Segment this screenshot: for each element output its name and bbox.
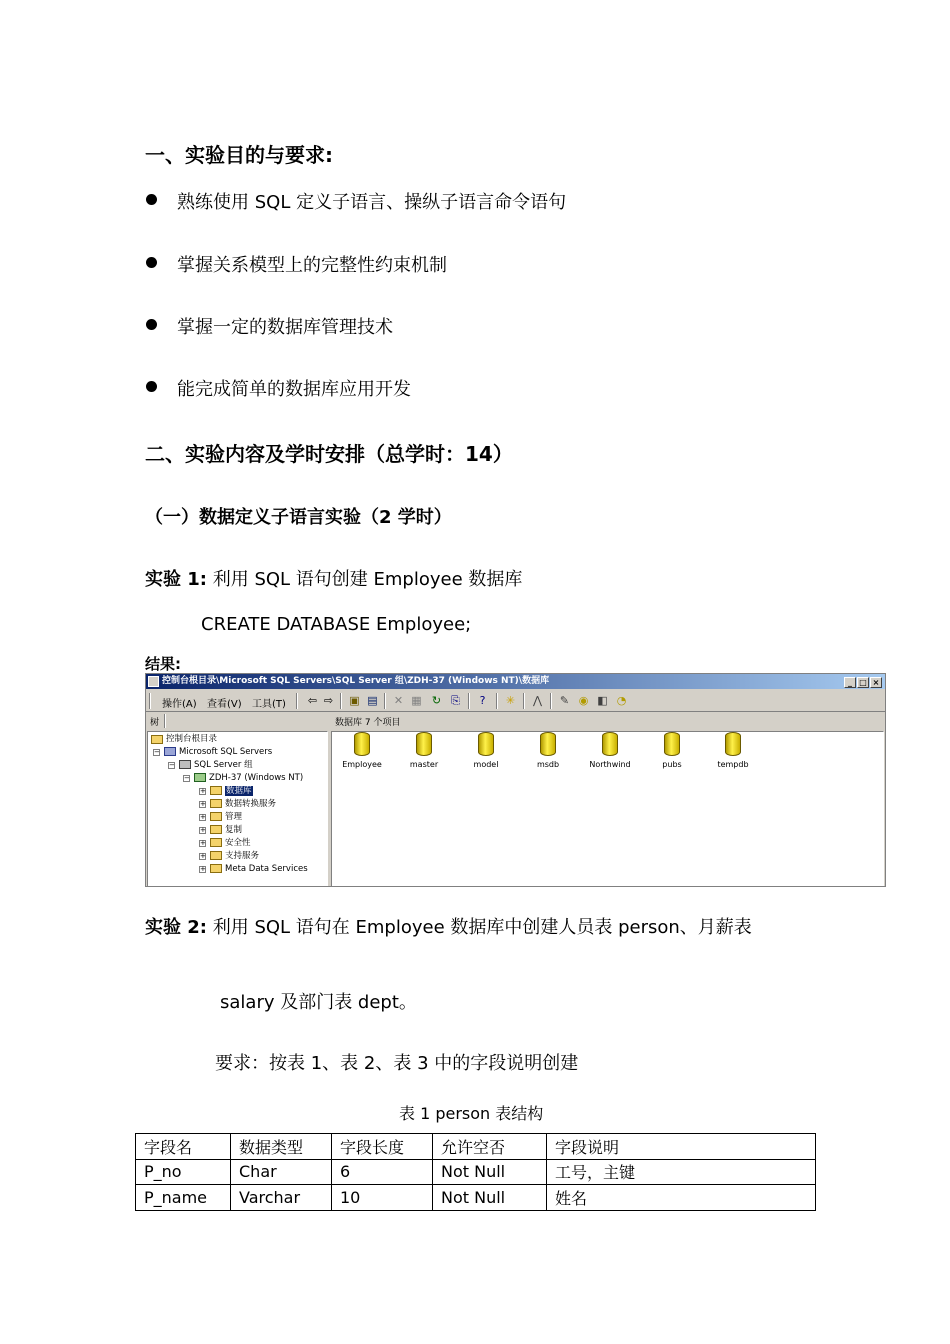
- table-header-cell: 数据类型: [231, 1134, 332, 1160]
- maximize-icon[interactable]: □: [857, 677, 869, 688]
- database-icon: [602, 732, 618, 756]
- database-item[interactable]: [332, 732, 392, 769]
- bullet-item: 能完成简单的数据库应用开发: [177, 379, 411, 400]
- database-item[interactable]: [518, 732, 578, 769]
- bullet-item: 掌握关系模型上的完整性约束机制: [177, 255, 447, 276]
- table-header-cell: 字段名: [136, 1134, 231, 1160]
- folder-icon: [210, 799, 222, 808]
- database-item[interactable]: [580, 732, 640, 769]
- exp1-line: [145, 565, 522, 591]
- table-cell: 6: [332, 1159, 433, 1185]
- database-label: model: [473, 760, 499, 769]
- bullet-item: 掌握一定的数据库管理技术: [177, 317, 393, 338]
- help-icon[interactable]: ?: [479, 694, 486, 707]
- table-header-cell: 允许空否: [433, 1134, 547, 1160]
- tree-item-server[interactable]: ZDH-37 (Windows NT): [209, 773, 304, 783]
- up-folder-icon[interactable]: ▣: [349, 694, 360, 707]
- table1-caption: 表 1 person 表结构: [399, 1104, 544, 1123]
- tree-item-meta-data-services[interactable]: Meta Data Services: [225, 864, 308, 874]
- properties-icon[interactable]: ▦: [411, 694, 422, 707]
- toolbar-separator: [468, 693, 470, 709]
- toolbar-separator: [164, 714, 166, 728]
- bullet-icon: [146, 319, 157, 330]
- server-group-icon: [164, 747, 176, 756]
- show-tree-icon[interactable]: ▤: [367, 694, 378, 707]
- tree-item-sql-server-group[interactable]: SQL Server 组: [194, 760, 253, 770]
- selected-label: 数据库: [226, 786, 252, 796]
- toolbar-separator: [496, 693, 498, 709]
- folder-icon: [210, 825, 222, 834]
- database-item[interactable]: [394, 732, 454, 769]
- tree-item-replication[interactable]: 复制: [225, 825, 243, 835]
- table-cell: 工号，主键: [547, 1159, 816, 1185]
- collapse-icon[interactable]: −: [169, 761, 175, 769]
- exp2-text-continued: salary 及部门表 dept。: [220, 992, 417, 1013]
- exp1-label: 实验 1:: [145, 569, 207, 590]
- bullet-icon: [146, 194, 157, 205]
- table-row: [136, 1185, 816, 1211]
- exp1-text: 利用 SQL 语句创建 Employee 数据库: [212, 569, 523, 590]
- database-item[interactable]: [703, 732, 763, 769]
- bullet-item: 熟练使用 SQL 定义子语言、操纵子语言命令语句: [177, 192, 567, 213]
- person-structure-table: [135, 1133, 816, 1211]
- new-database-icon[interactable]: ◉: [578, 694, 589, 707]
- expand-icon[interactable]: +: [200, 852, 206, 860]
- toolbar-separator: [340, 693, 342, 709]
- tree-item-databases[interactable]: [225, 785, 253, 797]
- folder-icon: [210, 864, 222, 873]
- tree-item-security[interactable]: 安全性: [225, 838, 251, 848]
- folder-icon: [210, 786, 222, 795]
- toolbar-grip: [149, 693, 151, 709]
- folder-icon: [210, 812, 222, 821]
- server-icon: [179, 760, 191, 769]
- folder-icon: [151, 735, 163, 744]
- database-item[interactable]: [642, 732, 702, 769]
- tree-item-management[interactable]: 管理: [225, 812, 243, 822]
- forward-arrow-icon[interactable]: ⇨: [323, 694, 334, 707]
- exp2-label: 实验 2:: [145, 917, 207, 938]
- toolbar-separator: [296, 693, 298, 709]
- expand-icon[interactable]: +: [200, 800, 206, 808]
- expand-icon[interactable]: +: [200, 813, 206, 821]
- close-icon[interactable]: ×: [870, 677, 882, 688]
- table-header-row: [136, 1134, 816, 1160]
- tree-item-support-services[interactable]: 支持服务: [225, 851, 260, 861]
- table-cell: Not Null: [433, 1159, 547, 1185]
- export-list-icon[interactable]: ⎘: [451, 694, 460, 707]
- database-icon: [725, 732, 741, 756]
- enterprise-manager-screenshot: [145, 673, 886, 887]
- database-label: msdb: [536, 760, 560, 769]
- expand-icon[interactable]: +: [200, 865, 206, 873]
- tree-item-root[interactable]: 控制台根目录: [166, 734, 218, 744]
- wizard-icon[interactable]: ✳: [505, 694, 516, 707]
- tree-item-ms-sql-servers[interactable]: Microsoft SQL Servers: [179, 747, 273, 757]
- expand-icon[interactable]: +: [200, 839, 206, 847]
- menu-tools[interactable]: 工具(T): [252, 699, 286, 710]
- exp1-code: CREATE DATABASE Employee;: [201, 614, 472, 635]
- section1-heading: 一、实验目的与要求:: [145, 143, 333, 167]
- table-cell: Not Null: [433, 1185, 547, 1211]
- collapse-icon[interactable]: −: [184, 774, 190, 782]
- database-label: Northwind: [589, 760, 631, 769]
- toolbar: [146, 690, 885, 712]
- window-title: 控制台根目录\Microsoft SQL Servers\SQL Server 组\ZDH-37 (Windows NT)\数据库: [162, 676, 550, 686]
- right-pane-header: 数据库 7 个项目: [335, 718, 401, 728]
- tree-tab[interactable]: 树: [150, 718, 160, 728]
- app-icon: [148, 676, 159, 687]
- exp2-line: [145, 913, 752, 939]
- table-header-cell: 字段长度: [332, 1134, 433, 1160]
- new-login-icon[interactable]: ✎: [559, 694, 570, 707]
- table-cell: P_name: [136, 1185, 231, 1211]
- database-icon: [416, 732, 432, 756]
- table-cell: 姓名: [547, 1185, 816, 1211]
- database-icon: [664, 732, 680, 756]
- database-label: Employee: [342, 760, 382, 769]
- database-icon: [540, 732, 556, 756]
- collapse-icon[interactable]: −: [154, 748, 160, 756]
- database-icon: [478, 732, 494, 756]
- section2-heading: 二、实验内容及学时安排（总学时：14）: [145, 442, 513, 466]
- exp2-requirement: 要求：按表 1、表 2、表 3 中的字段说明创建: [215, 1053, 579, 1074]
- exp2-text: 利用 SQL 语句在 Employee 数据库中创建人员表 person、月薪表: [212, 917, 752, 938]
- server-running-icon: [194, 773, 206, 782]
- section2-subheading: （一）数据定义子语言实验（2 学时）: [145, 507, 452, 528]
- window-controls: [843, 676, 882, 687]
- table-header-cell: 字段说明: [547, 1134, 816, 1160]
- database-label: pubs: [662, 760, 682, 769]
- database-icon: [354, 732, 370, 756]
- bullet-icon: [146, 381, 157, 392]
- table-cell: Char: [231, 1159, 332, 1185]
- folder-icon: [210, 851, 222, 860]
- delete-icon[interactable]: ✕: [393, 694, 404, 707]
- table-row: [136, 1159, 816, 1185]
- pane-header-bar: [146, 713, 885, 730]
- result-label: 结果:: [145, 655, 181, 673]
- toolbar-separator: [523, 693, 525, 709]
- folder-icon: [210, 838, 222, 847]
- schedule-icon[interactable]: ◔: [616, 694, 627, 707]
- table-cell: Varchar: [231, 1185, 332, 1211]
- menu-action[interactable]: 操作(A): [162, 699, 197, 710]
- bullet-icon: [146, 257, 157, 268]
- toolbar-separator: [550, 693, 552, 709]
- tree-item-dts[interactable]: 数据转换服务: [225, 799, 277, 809]
- menu-view[interactable]: 查看(V): [207, 699, 242, 710]
- minimize-icon[interactable]: _: [844, 677, 856, 688]
- refresh-icon[interactable]: ↻: [431, 694, 442, 707]
- run-query-icon[interactable]: ◧: [597, 694, 608, 707]
- expand-icon[interactable]: +: [200, 787, 206, 795]
- database-item[interactable]: [456, 732, 516, 769]
- back-arrow-icon[interactable]: ⇦: [307, 694, 318, 707]
- database-label: tempdb: [717, 760, 749, 769]
- network-icon[interactable]: ⋀: [532, 694, 543, 707]
- database-label: master: [409, 760, 439, 769]
- table-cell: P_no: [136, 1159, 231, 1185]
- toolbar-separator: [384, 693, 386, 709]
- expand-icon[interactable]: +: [200, 826, 206, 834]
- tree-pane: [147, 731, 328, 887]
- table-cell: 10: [332, 1185, 433, 1211]
- window-titlebar: [146, 674, 885, 689]
